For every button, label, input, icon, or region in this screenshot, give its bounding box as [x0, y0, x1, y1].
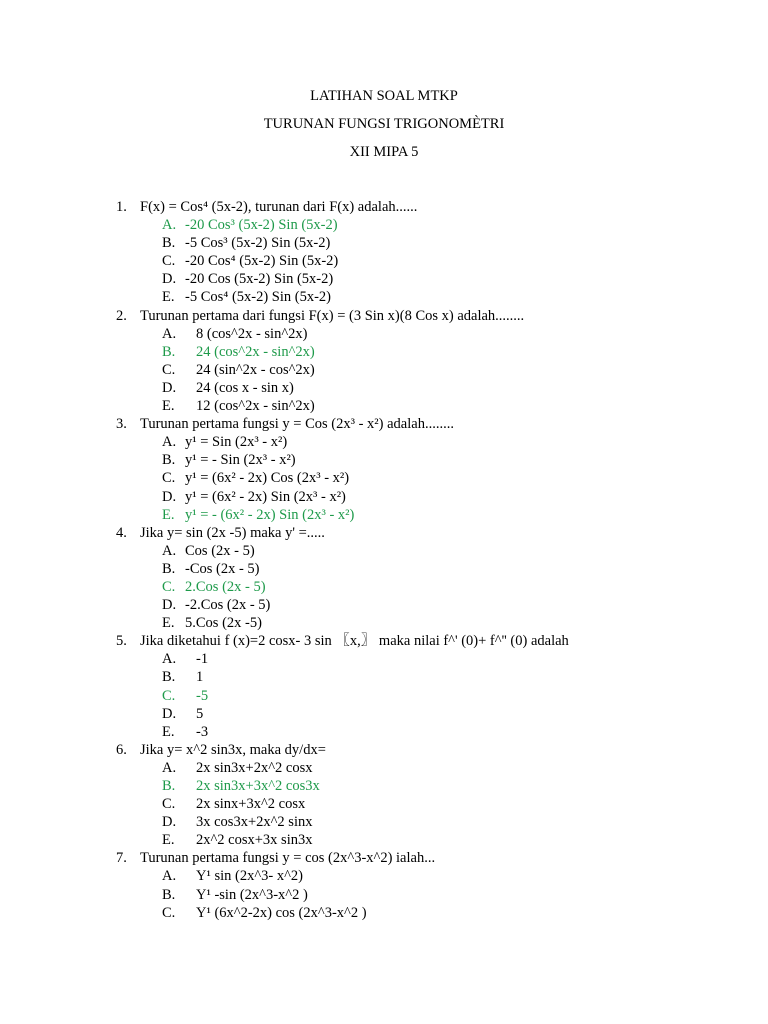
- answer-option: [0, 270, 768, 288]
- option-letter: A.: [162, 868, 177, 885]
- option-letter: D.: [162, 271, 177, 288]
- option-letter: E.: [162, 398, 175, 415]
- option-text: -20 Cos (5x-2) Sin (5x-2): [185, 271, 334, 288]
- option-letter: E.: [162, 832, 175, 849]
- option-text: 5: [196, 705, 204, 722]
- answer-option: [0, 759, 768, 777]
- question-number: 5.: [116, 633, 127, 650]
- option-letter: C.: [162, 904, 176, 921]
- question-text: Turunan pertama fungsi y = Cos (2x³ - x²) adalah........: [140, 416, 454, 433]
- option-letter: C.: [162, 796, 176, 813]
- answer-option: [0, 397, 768, 415]
- option-text: Y¹ (6x^2-2x) cos (2x^3-x^2 ): [196, 904, 367, 921]
- option-text: -20 Cos³ (5x-2) Sin (5x-2): [185, 217, 338, 234]
- question-text: Jika y= x^2 sin3x, maka dy/dx=: [140, 741, 326, 758]
- option-text: 12 (cos^2x - sin^2x): [196, 398, 315, 415]
- option-text: Cos (2x - 5): [185, 542, 255, 559]
- option-text: -5 Cos³ (5x-2) Sin (5x-2): [185, 235, 331, 252]
- answer-option: [0, 542, 768, 560]
- question-number: 6.: [116, 741, 127, 758]
- question-item: [0, 632, 768, 650]
- question-number: 1.: [116, 199, 127, 215]
- answer-option: [0, 795, 768, 813]
- option-text: 2.Cos (2x - 5): [185, 578, 266, 595]
- option-text: 1: [196, 669, 204, 686]
- answer-option: [0, 668, 768, 686]
- option-text: 24 (cos^2x - sin^2x): [196, 343, 315, 360]
- option-letter: D.: [162, 814, 177, 831]
- question-item: [0, 415, 768, 433]
- document-title: LATIHAN SOAL MTKP: [310, 88, 458, 104]
- option-letter: A.: [162, 217, 177, 234]
- option-text: 2x sinx+3x^2 cosx: [196, 796, 306, 813]
- option-text: -5 Cos⁴ (5x-2) Sin (5x-2): [185, 289, 332, 306]
- question-number: 4.: [116, 524, 127, 541]
- question-list: [0, 198, 768, 922]
- option-letter: D.: [162, 379, 177, 396]
- option-text: Y¹ -sin (2x^3-x^2 ): [196, 886, 308, 903]
- option-text: y¹ = (6x² - 2x) Sin (2x³ - x²): [185, 488, 346, 505]
- answer-option: [0, 288, 768, 306]
- option-letter: B.: [162, 886, 176, 903]
- option-text: y¹ = Sin (2x³ - x²): [185, 434, 288, 451]
- answer-option-correct: [0, 578, 768, 596]
- question-item: [0, 307, 768, 325]
- question-text: Turunan pertama dari fungsi F(x) = (3 Sin x)(8 Cos x) adalah........: [140, 307, 525, 324]
- document-subtitle: TURUNAN FUNGSI TRIGONOMÈTRI: [263, 116, 505, 132]
- answer-option: [0, 831, 768, 849]
- answer-option: [0, 867, 768, 885]
- answer-option: [0, 488, 768, 506]
- answer-option: [0, 379, 768, 397]
- answer-option-correct: [0, 216, 768, 234]
- option-letter: E.: [162, 289, 175, 306]
- option-text: -20 Cos⁴ (5x-2) Sin (5x-2): [185, 253, 339, 270]
- answer-option: [0, 361, 768, 379]
- option-letter: A.: [162, 542, 177, 559]
- option-letter: E.: [162, 615, 175, 632]
- option-text: 24 (sin^2x - cos^2x): [196, 361, 315, 378]
- answer-option: [0, 614, 768, 632]
- option-text: 8 (cos^2x - sin^2x): [196, 325, 308, 342]
- document-class-label: XII MIPA 5: [349, 144, 419, 160]
- answer-option: [0, 813, 768, 831]
- option-letter: E.: [162, 506, 175, 523]
- option-text: 2x sin3x+3x^2 cos3x: [196, 778, 320, 794]
- option-letter: A.: [162, 434, 177, 451]
- answer-option: [0, 234, 768, 252]
- option-text: 3x cos3x+2x^2 sinx: [196, 814, 313, 831]
- question-item: [0, 524, 768, 542]
- option-letter: D.: [162, 597, 177, 614]
- option-letter: D.: [162, 488, 177, 505]
- question-item: [0, 849, 768, 867]
- option-text: -Cos (2x - 5): [185, 560, 260, 577]
- option-letter: C.: [162, 361, 176, 378]
- option-text: y¹ = (6x² - 2x) Cos (2x³ - x²): [185, 470, 350, 487]
- answer-option: [0, 886, 768, 904]
- question-text: F(x) = Cos⁴ (5x-2), turunan dari F(x) adalah......: [140, 199, 418, 215]
- answer-option: [0, 433, 768, 451]
- question-number: 3.: [116, 416, 127, 433]
- option-letter: A.: [162, 651, 177, 668]
- option-text: y¹ = - (6x² - 2x) Sin (2x³ - x²): [185, 506, 355, 523]
- question-text: Jika diketahui f (x)=2 cosx- 3 sin 〖x,〗 maka nilai f^' (0)+ f^'' (0) adalah: [140, 633, 569, 650]
- answer-option: [0, 596, 768, 614]
- option-text: 2x sin3x+2x^2 cosx: [196, 759, 313, 776]
- option-text: -3: [196, 723, 209, 740]
- question-item: [0, 741, 768, 759]
- option-letter: C.: [162, 253, 176, 270]
- option-text: -5: [196, 687, 209, 704]
- answer-option: [0, 650, 768, 668]
- answer-option-correct: [0, 506, 768, 524]
- option-text: -2.Cos (2x - 5): [185, 597, 271, 614]
- answer-option: [0, 325, 768, 343]
- answer-option-correct: [0, 687, 768, 705]
- option-letter: A.: [162, 759, 177, 776]
- question-item: [0, 198, 768, 216]
- answer-option: [0, 560, 768, 578]
- question-text: Turunan pertama fungsi y = cos (2x^3-x^2) ialah...: [140, 850, 436, 867]
- option-letter: C.: [162, 687, 176, 704]
- answer-option: [0, 904, 768, 922]
- answer-option: [0, 252, 768, 270]
- option-letter: E.: [162, 723, 175, 740]
- option-letter: B.: [162, 343, 176, 360]
- answer-option: [0, 723, 768, 741]
- option-text: Y¹ sin (2x^3- x^2): [196, 868, 303, 885]
- option-text: y¹ = - Sin (2x³ - x²): [185, 452, 296, 469]
- option-text: 24 (cos x - sin x): [196, 379, 294, 396]
- option-text: -1: [196, 651, 209, 668]
- option-letter: A.: [162, 325, 177, 342]
- answer-option-correct: [0, 343, 768, 361]
- question-text: Jika y= sin (2x -5) maka y' =.....: [140, 524, 325, 541]
- answer-option: [0, 451, 768, 469]
- option-text: 2x^2 cosx+3x sin3x: [196, 832, 313, 849]
- option-letter: B.: [162, 452, 176, 469]
- option-letter: C.: [162, 470, 176, 487]
- answer-option: [0, 705, 768, 723]
- answer-option-correct: [0, 777, 768, 795]
- question-number: 2.: [116, 307, 127, 324]
- option-letter: C.: [162, 578, 176, 595]
- option-text: 5.Cos (2x -5): [185, 615, 262, 632]
- question-number: 7.: [116, 850, 127, 867]
- answer-option: [0, 469, 768, 487]
- option-letter: D.: [162, 705, 177, 722]
- option-letter: B.: [162, 235, 176, 252]
- option-letter: B.: [162, 778, 176, 794]
- option-letter: B.: [162, 669, 176, 686]
- option-letter: B.: [162, 560, 176, 577]
